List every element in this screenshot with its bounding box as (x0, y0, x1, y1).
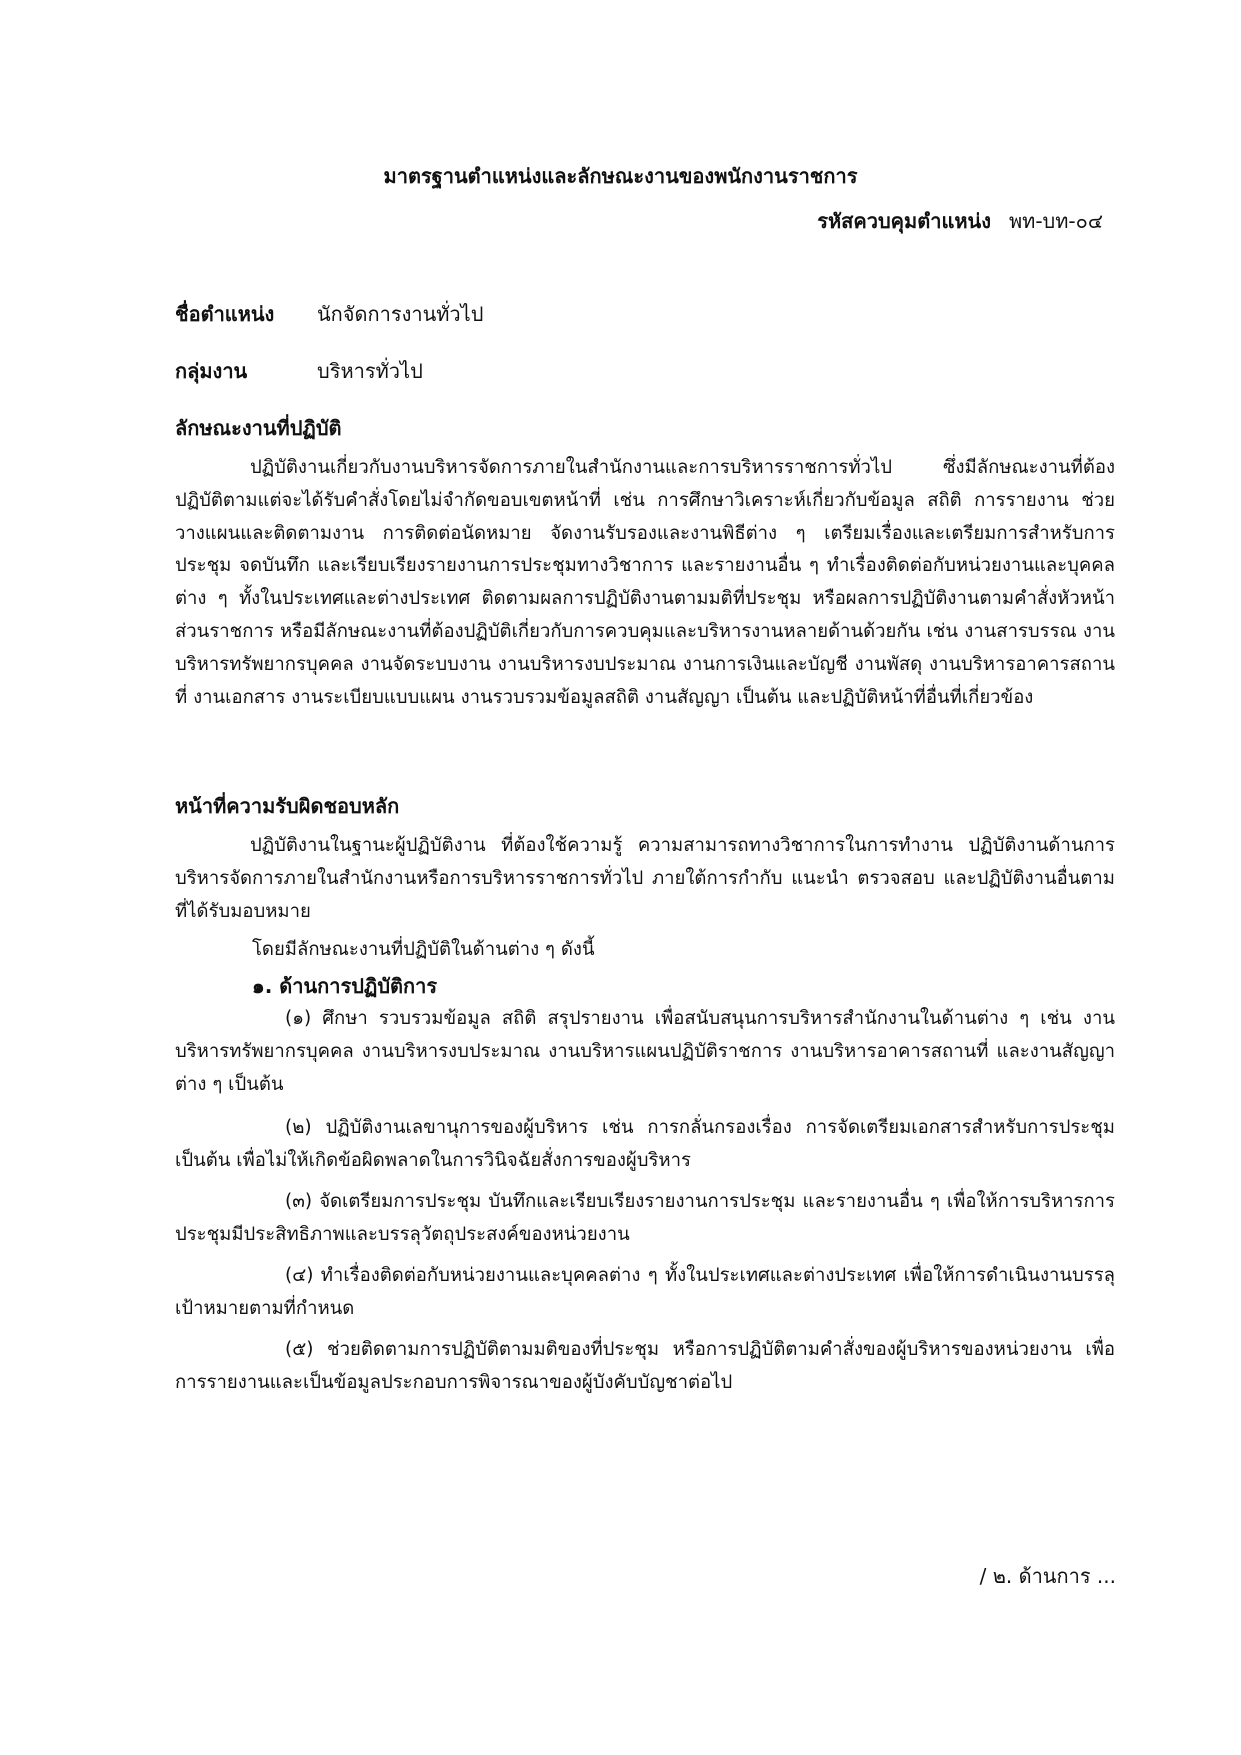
position-label: ชื่อตำแหน่ง (175, 302, 275, 326)
duty-item: (๕) ช่วยติดตามการปฏิบัติตามมติของที่ประชุม หรือการปฏิบัติตามคำสั่งของผู้บริหารของหน่วยงาน เพื่อการรายงานและเป็นข้อมูลประกอบการพิจารณาของผู้บังคับบัญชาต่อไป (175, 1339, 1115, 1393)
section-responsibilities-heading: หน้าที่ความรับผิดชอบหลัก (175, 794, 400, 818)
document-title: มาตรฐานตำแหน่งและลักษณะงานของพนักงานราชการ (383, 164, 858, 188)
group-value: บริหารทั่วไป (317, 359, 423, 383)
position-name-row (175, 298, 483, 330)
position-control-code (817, 205, 1103, 237)
section-job-description-text: ปฏิบัติงานเกี่ยวกับงานบริหารจัดการภายในสำนักงานและการบริหารราชการทั่วไป ซึ่งมีลักษณะงานที่ต้องปฏิบัติตามแต่จะได้รับคำสั่งโดยไม่จำกัดขอบเขตหน้าที่ เช่น การศึกษาวิเคราะห์เกี่ยวกับข้อมูล สถิติ การรายงาน ช่วยวางแผนและติดตามงาน การติดต่อนัดหมาย จัดงานรับรองและงานพิธีต่าง ๆ เตรียมเรื่องและเตรียมการสำหรับการประชุม จดบันทึก และเรียบเรียงรายงานการประชุมทางวิชาการ และรายงานอื่น ๆ ทำเรื่องติดต่อกับหน่วยงานและบุคคลต่าง ๆ ทั้งในประเทศและต่างประเทศ ติดตามผลการปฏิบัติงานตามมติที่ประชุม หรือผลการปฏิบัติงานตามคำสั่งหัวหน้าส่วนราชการ หรือมีลักษณะงานที่ต้องปฏิบัติเกี่ยวกับการควบคุมและบริหารงานหลายด้านด้วยกัน เช่น งานสารบรรณ งานบริหารทรัพยากรบุคคล งานจัดระบบงาน งานบริหารงบประมาณ งานการเงินและบัญชี งานพัสดุ งานบริหารอาคารสถานที่ งานเอกสาร งานระเบียบแบบแผน งานรวบรวมข้อมูลสถิติ งานสัญญา เป็นต้น และปฏิบัติหน้าที่อื่นที่เกี่ยวข้อง (175, 457, 1115, 708)
control-code-value: พท-บท-๐๔ (1008, 209, 1103, 233)
duty-item: (๒) ปฏิบัติงานเลขานุการของผู้บริหาร เช่น การกลั่นกรองเรื่อง การจัดเตรียมเอกสารสำหรับการประชุม เป็นต้น เพื่อไม่ให้เกิดข้อผิดพลาดในการวินิจฉัยสั่งการของผู้บริหาร (175, 1117, 1115, 1171)
control-code-label: รหัสควบคุมตำแหน่ง (817, 209, 991, 233)
position-value: นักจัดการงานทั่วไป (317, 302, 484, 326)
operations-subheading: ๑. ด้านการปฏิบัติการ (252, 974, 438, 998)
work-group-row (175, 355, 423, 387)
group-label: กลุ่มงาน (175, 359, 248, 383)
duty-item: (๓) จัดเตรียมการประชุม บันทึกและเรียบเรียงรายงานการประชุม และรายงานอื่น ๆ เพื่อให้การบริหารการประชุมมีประสิทธิภาพและบรรลุวัตถุประสงค์ของหน่วยงาน (175, 1191, 1115, 1245)
section-responsibilities-text: ปฏิบัติงานในฐานะผู้ปฏิบัติงาน ที่ต้องใช้ความรู้ ความสามารถทางวิชาการในการทำงาน ปฏิบัติงานด้านการบริหารจัดการภายในสำนักงานหรือการบริหารราชการทั่วไป ภายใต้การกำกับ แนะนำ ตรวจสอบ และปฏิบัติงานอื่นตามที่ได้รับมอบหมาย (175, 835, 1115, 922)
page-continuation-note: / ๒. ด้านการ ... (979, 1564, 1116, 1588)
duty-item: (๔) ทำเรื่องติดต่อกับหน่วยงานและบุคคลต่าง ๆ ทั้งในประเทศและต่างประเทศ เพื่อให้การดำเนินงานบรรลุเป้าหมายตามที่กำหนด (175, 1265, 1115, 1319)
duty-item: (๑) ศึกษา รวบรวมข้อมูล สถิติ สรุปรายงาน เพื่อสนับสนุนการบริหารสำนักงานในด้านต่าง ๆ เช่น งานบริหารทรัพยากรบุคคล งานบริหารงบประมาณ งานบริหารแผนปฏิบัติราชการ งานบริหารอาคารสถานที่ และงานสัญญาต่าง ๆ เป็นต้น (175, 1008, 1115, 1095)
responsibilities-intro: โดยมีลักษณะงานที่ปฏิบัติในด้านต่าง ๆ ดังนี้ (252, 939, 595, 960)
section-job-description-heading: ลักษณะงานที่ปฏิบัติ (175, 416, 342, 440)
